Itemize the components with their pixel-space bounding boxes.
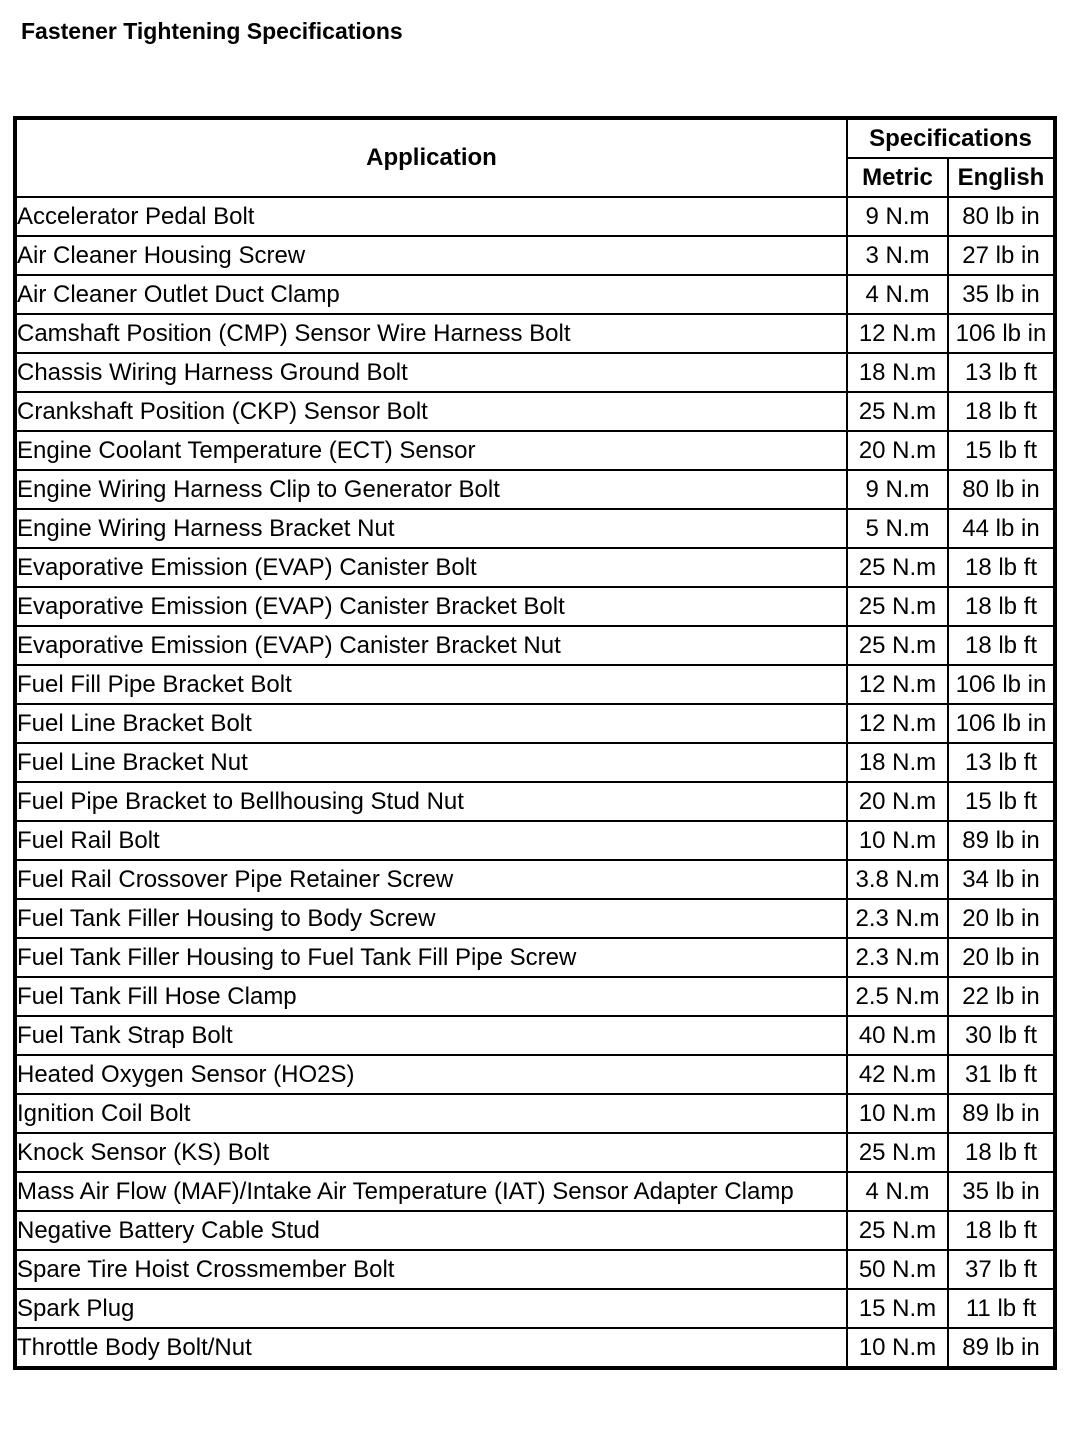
application-cell: Fuel Rail Bolt [15, 821, 847, 860]
table-header [15, 118, 1055, 197]
english-cell: 35 lb in [948, 275, 1055, 314]
application-cell: Air Cleaner Outlet Duct Clamp [15, 275, 847, 314]
english-cell: 18 lb ft [948, 392, 1055, 431]
table-row [15, 977, 1055, 1016]
metric-cell: 12 N.m [847, 665, 948, 704]
application-cell: Accelerator Pedal Bolt [15, 197, 847, 236]
english-cell: 15 lb ft [948, 431, 1055, 470]
table-row [15, 587, 1055, 626]
table-row [15, 1055, 1055, 1094]
metric-cell: 42 N.m [847, 1055, 948, 1094]
english-cell: 89 lb in [948, 1094, 1055, 1133]
application-cell: Engine Wiring Harness Clip to Generator Bolt [15, 470, 847, 509]
metric-cell: 12 N.m [847, 704, 948, 743]
application-cell: Fuel Pipe Bracket to Bellhousing Stud Nut [15, 782, 847, 821]
metric-cell: 10 N.m [847, 1094, 948, 1133]
metric-cell: 18 N.m [847, 743, 948, 782]
table-row [15, 353, 1055, 392]
application-cell: Crankshaft Position (CKP) Sensor Bolt [15, 392, 847, 431]
english-cell: 27 lb in [948, 236, 1055, 275]
english-cell: 89 lb in [948, 1328, 1055, 1368]
application-cell: Fuel Tank Strap Bolt [15, 1016, 847, 1055]
fastener-spec-table [13, 116, 1057, 1370]
application-cell: Chassis Wiring Harness Ground Bolt [15, 353, 847, 392]
english-cell: 37 lb ft [948, 1250, 1055, 1289]
table-row [15, 743, 1055, 782]
application-header: Application [15, 118, 847, 197]
table-row [15, 197, 1055, 236]
table-row [15, 275, 1055, 314]
application-cell: Fuel Line Bracket Nut [15, 743, 847, 782]
application-cell: Air Cleaner Housing Screw [15, 236, 847, 275]
english-cell: 44 lb in [948, 509, 1055, 548]
table-row [15, 665, 1055, 704]
english-cell: 18 lb ft [948, 587, 1055, 626]
english-cell: 15 lb ft [948, 782, 1055, 821]
table-row [15, 704, 1055, 743]
metric-cell: 25 N.m [847, 548, 948, 587]
metric-cell: 9 N.m [847, 470, 948, 509]
english-cell: 18 lb ft [948, 1211, 1055, 1250]
metric-cell: 20 N.m [847, 431, 948, 470]
english-header: English [948, 158, 1055, 197]
metric-cell: 25 N.m [847, 1211, 948, 1250]
metric-cell: 5 N.m [847, 509, 948, 548]
metric-cell: 2.3 N.m [847, 899, 948, 938]
metric-cell: 25 N.m [847, 1133, 948, 1172]
english-cell: 18 lb ft [948, 626, 1055, 665]
metric-cell: 2.3 N.m [847, 938, 948, 977]
metric-cell: 25 N.m [847, 587, 948, 626]
english-cell: 106 lb in [948, 314, 1055, 353]
table-row [15, 392, 1055, 431]
metric-cell: 3 N.m [847, 236, 948, 275]
metric-cell: 15 N.m [847, 1289, 948, 1328]
table-row [15, 1172, 1055, 1211]
english-cell: 13 lb ft [948, 353, 1055, 392]
english-cell: 11 lb ft [948, 1289, 1055, 1328]
application-cell: Camshaft Position (CMP) Sensor Wire Harness Bolt [15, 314, 847, 353]
table-row [15, 1211, 1055, 1250]
table-row [15, 821, 1055, 860]
specifications-header: Specifications [847, 118, 1055, 158]
application-cell: Spare Tire Hoist Crossmember Bolt [15, 1250, 847, 1289]
metric-cell: 20 N.m [847, 782, 948, 821]
metric-cell: 25 N.m [847, 626, 948, 665]
application-cell: Fuel Tank Filler Housing to Fuel Tank Fill Pipe Screw [15, 938, 847, 977]
table-row [15, 626, 1055, 665]
table-row [15, 1250, 1055, 1289]
application-cell: Fuel Tank Filler Housing to Body Screw [15, 899, 847, 938]
english-cell: 80 lb in [948, 470, 1055, 509]
application-cell: Fuel Rail Crossover Pipe Retainer Screw [15, 860, 847, 899]
application-cell: Fuel Tank Fill Hose Clamp [15, 977, 847, 1016]
english-cell: 18 lb ft [948, 1133, 1055, 1172]
metric-cell: 9 N.m [847, 197, 948, 236]
table-row [15, 431, 1055, 470]
table-row [15, 1289, 1055, 1328]
application-cell: Spark Plug [15, 1289, 847, 1328]
metric-header: Metric [847, 158, 948, 197]
english-cell: 22 lb in [948, 977, 1055, 1016]
table-row [15, 314, 1055, 353]
table-row [15, 1133, 1055, 1172]
english-cell: 30 lb ft [948, 1016, 1055, 1055]
table-row [15, 782, 1055, 821]
metric-cell: 2.5 N.m [847, 977, 948, 1016]
application-cell: Fuel Fill Pipe Bracket Bolt [15, 665, 847, 704]
metric-cell: 25 N.m [847, 392, 948, 431]
metric-cell: 40 N.m [847, 1016, 948, 1055]
application-cell: Heated Oxygen Sensor (HO2S) [15, 1055, 847, 1094]
application-cell: Engine Coolant Temperature (ECT) Sensor [15, 431, 847, 470]
application-cell: Evaporative Emission (EVAP) Canister Bracket Nut [15, 626, 847, 665]
table-row [15, 509, 1055, 548]
table-row [15, 236, 1055, 275]
english-cell: 35 lb in [948, 1172, 1055, 1211]
application-cell: Ignition Coil Bolt [15, 1094, 847, 1133]
english-cell: 106 lb in [948, 704, 1055, 743]
application-cell: Throttle Body Bolt/Nut [15, 1328, 847, 1368]
english-cell: 34 lb in [948, 860, 1055, 899]
table-body [15, 197, 1055, 1368]
metric-cell: 12 N.m [847, 314, 948, 353]
application-cell: Engine Wiring Harness Bracket Nut [15, 509, 847, 548]
table-row [15, 548, 1055, 587]
english-cell: 20 lb in [948, 899, 1055, 938]
table-row [15, 1328, 1055, 1368]
application-cell: Fuel Line Bracket Bolt [15, 704, 847, 743]
application-cell: Evaporative Emission (EVAP) Canister Bracket Bolt [15, 587, 847, 626]
application-cell: Knock Sensor (KS) Bolt [15, 1133, 847, 1172]
english-cell: 89 lb in [948, 821, 1055, 860]
metric-cell: 4 N.m [847, 275, 948, 314]
english-cell: 18 lb ft [948, 548, 1055, 587]
page-title: Fastener Tightening Specifications [21, 18, 403, 44]
metric-cell: 10 N.m [847, 821, 948, 860]
table-row [15, 1094, 1055, 1133]
english-cell: 20 lb in [948, 938, 1055, 977]
table-row [15, 470, 1055, 509]
english-cell: 13 lb ft [948, 743, 1055, 782]
metric-cell: 4 N.m [847, 1172, 948, 1211]
english-cell: 31 lb ft [948, 1055, 1055, 1094]
table-row [15, 938, 1055, 977]
table-row [15, 899, 1055, 938]
english-cell: 106 lb in [948, 665, 1055, 704]
metric-cell: 3.8 N.m [847, 860, 948, 899]
table-row [15, 1016, 1055, 1055]
table-row [15, 860, 1055, 899]
application-cell: Evaporative Emission (EVAP) Canister Bolt [15, 548, 847, 587]
metric-cell: 10 N.m [847, 1328, 948, 1368]
english-cell: 80 lb in [948, 197, 1055, 236]
metric-cell: 18 N.m [847, 353, 948, 392]
application-cell: Mass Air Flow (MAF)/Intake Air Temperature (IAT) Sensor Adapter Clamp [15, 1172, 847, 1211]
application-cell: Negative Battery Cable Stud [15, 1211, 847, 1250]
metric-cell: 50 N.m [847, 1250, 948, 1289]
